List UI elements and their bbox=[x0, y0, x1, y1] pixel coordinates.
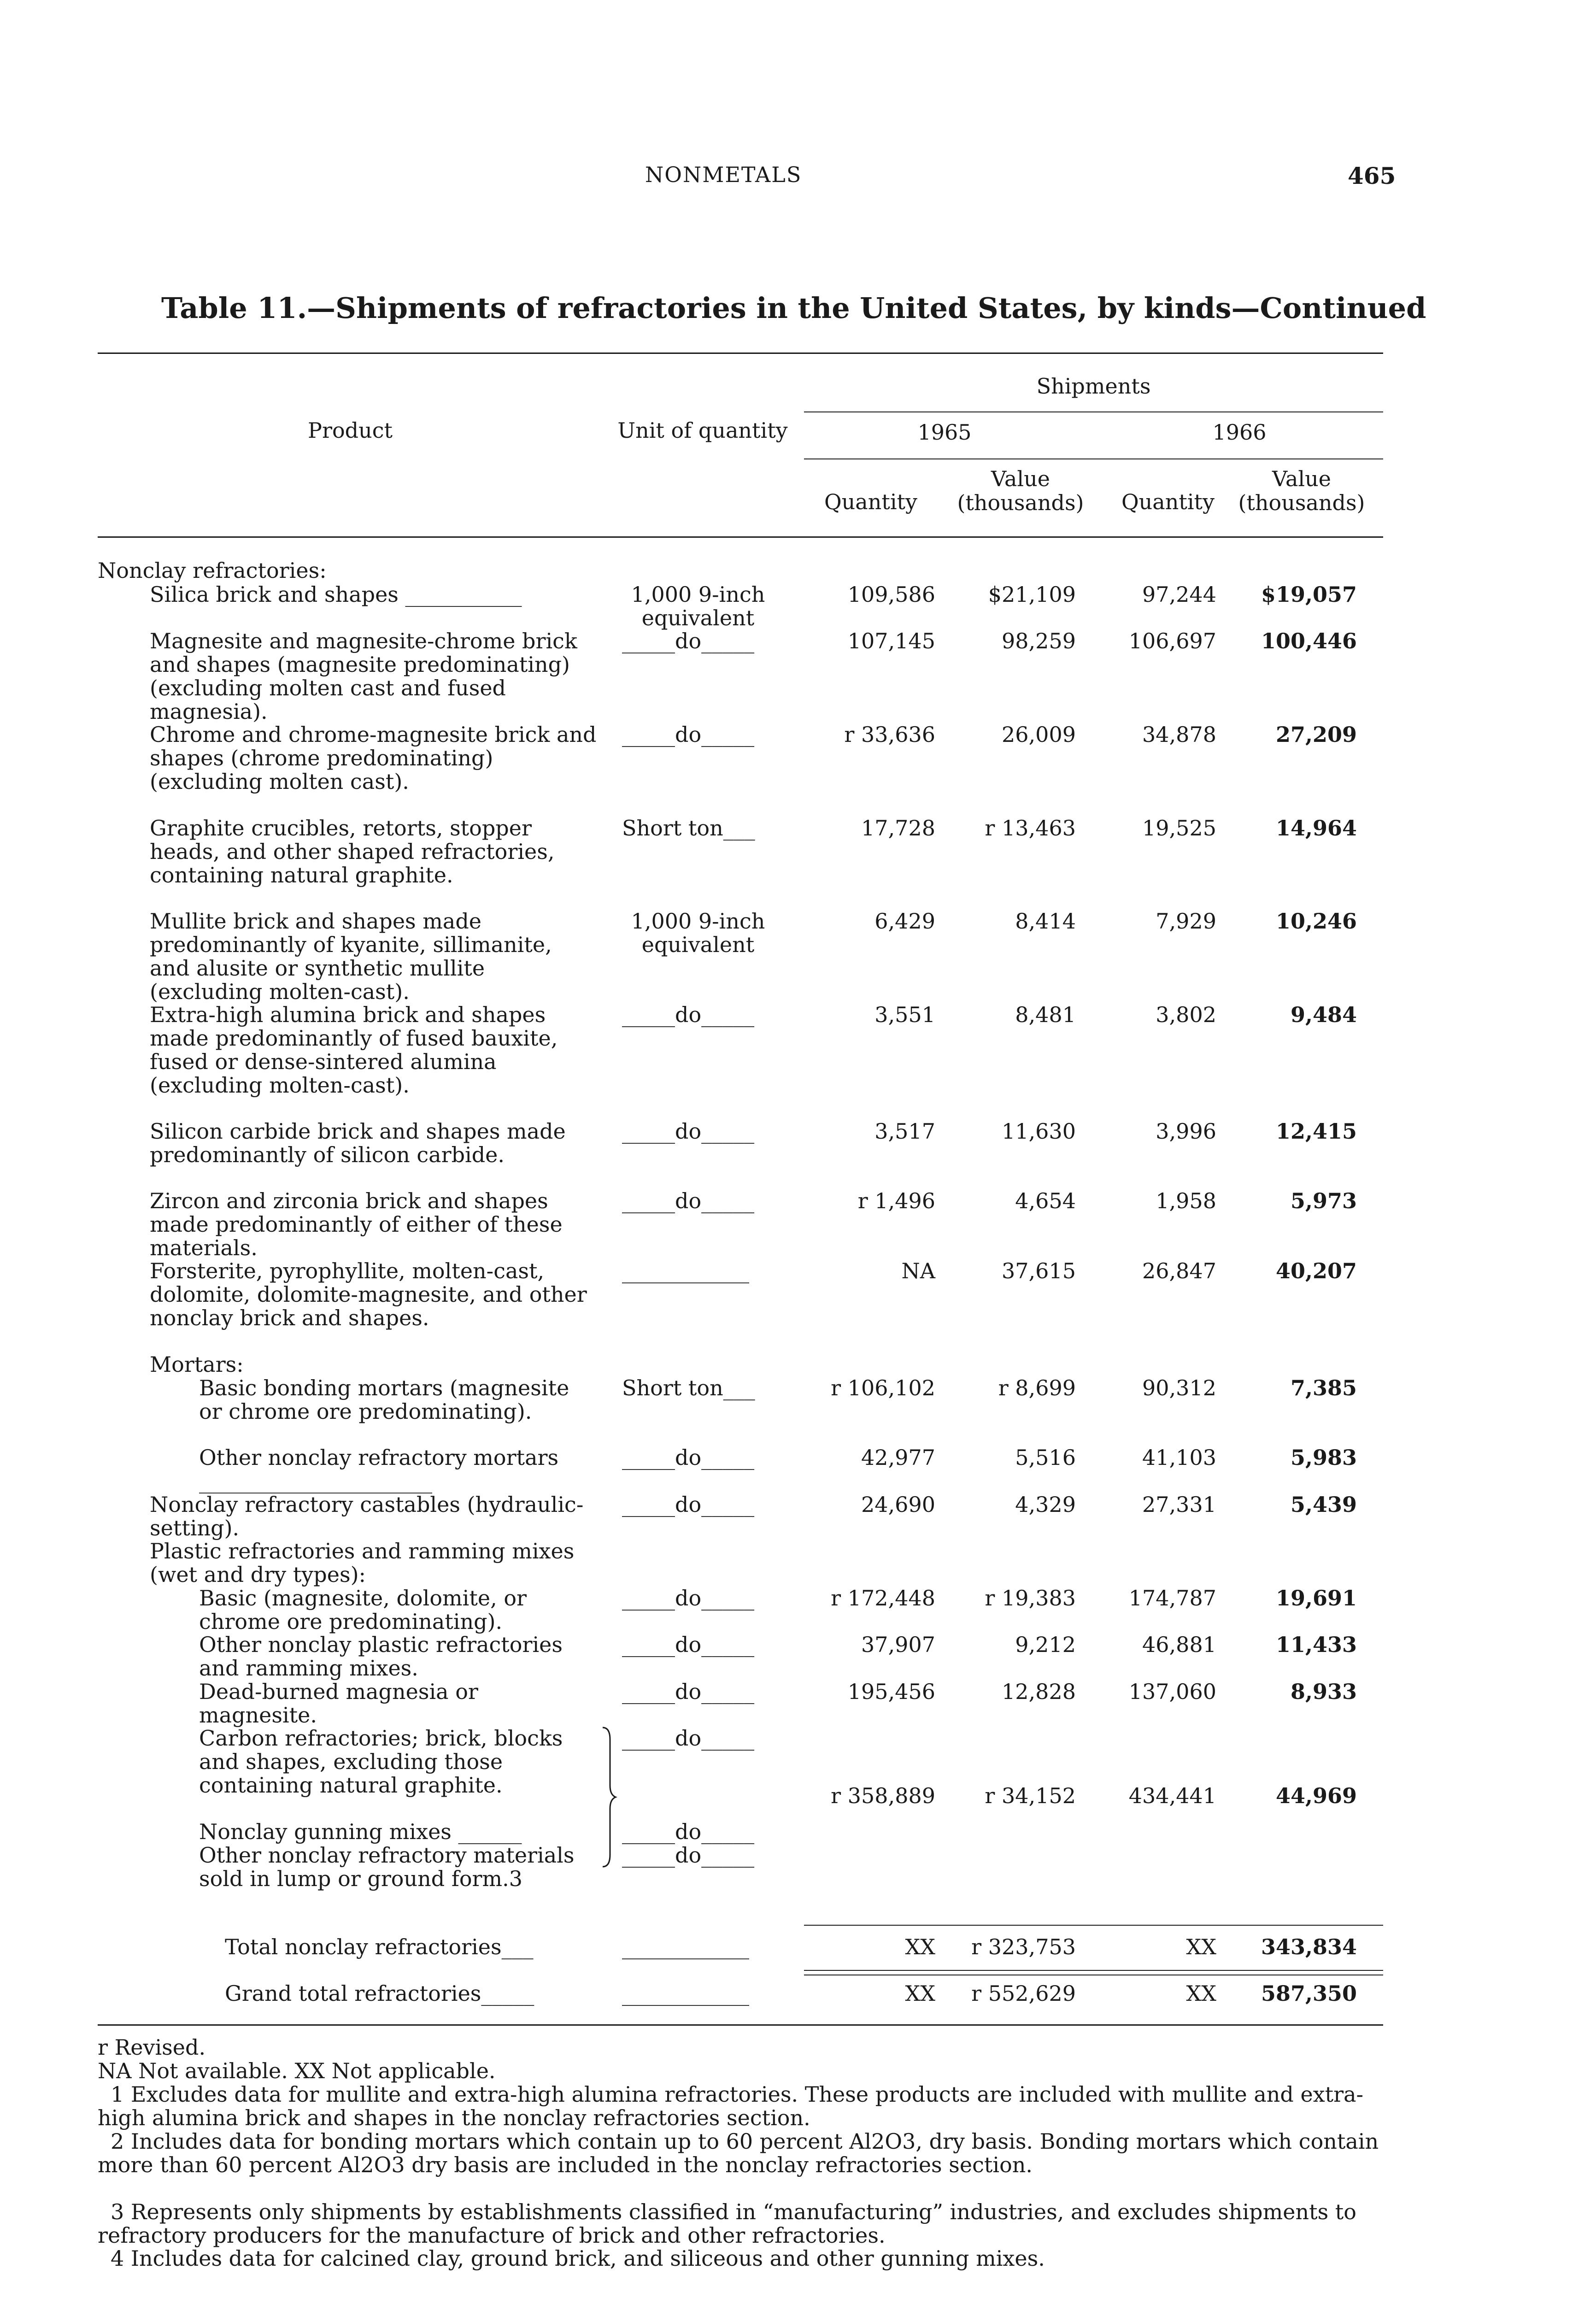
col-header-shipments: Shipments bbox=[1036, 374, 1151, 399]
running-head: NONMETALS bbox=[645, 162, 802, 187]
col-header-unit: Unit of quantity bbox=[617, 418, 788, 443]
row-value-1966: 10,246 bbox=[1275, 909, 1357, 934]
row-value-1965: 12,828 bbox=[1002, 1679, 1076, 1704]
row-value-1965: 9,212 bbox=[1015, 1632, 1076, 1657]
footnote-3: 3 Represents only shipments by establishments classified in “manufacturing” industries, and excludes shipments to refractory producers for the manufacture of brick and other refractories. bbox=[98, 2199, 1356, 2248]
total-value-1966: 343,834 bbox=[1261, 1934, 1357, 1959]
row-quantity-1966: 19,525 bbox=[1142, 816, 1216, 840]
row-value-1965: 4,329 bbox=[1015, 1492, 1076, 1517]
row-quantity-1965: 42,977 bbox=[861, 1445, 935, 1470]
row-quantity-1965: r 33,636 bbox=[844, 722, 935, 747]
row-value-1966: 14,964 bbox=[1275, 816, 1357, 840]
row-product: Silicon carbide brick and shapes made predominantly of silicon carbide. bbox=[150, 1119, 566, 1167]
group-brace bbox=[599, 1726, 617, 1869]
footnote-revised: r Revised. bbox=[98, 2035, 206, 2060]
grand-total-quantity-1966: XX bbox=[1186, 1981, 1216, 2006]
row-quantity-1966: 106,697 bbox=[1128, 629, 1216, 653]
footnote-na: NA Not available. XX Not applicable. bbox=[98, 2058, 496, 2083]
row-product: Nonclay refractory castables (hydraulic-setting). bbox=[150, 1492, 584, 1540]
row-value-1966: 9,484 bbox=[1290, 1002, 1357, 1027]
row-unit: _____do_____ bbox=[622, 1632, 755, 1657]
row-quantity-1966: 97,244 bbox=[1142, 582, 1216, 607]
row-value-1966: 40,207 bbox=[1275, 1258, 1357, 1283]
row-quantity-1965: 107,145 bbox=[847, 629, 935, 653]
total-quantity-1966: XX bbox=[1186, 1934, 1216, 1959]
row-unit: _____do_____ bbox=[622, 722, 755, 747]
row-quantity-1966: 34,878 bbox=[1142, 722, 1216, 747]
row-product: Other nonclay plastic refractories and ramming mixes. bbox=[199, 1632, 563, 1681]
row-quantity-1966: 3,802 bbox=[1156, 1002, 1216, 1027]
grand-total-quantity-1965: XX bbox=[905, 1981, 935, 2006]
row-product: Graphite crucibles, retorts, stopper heads, and other shaped refractories, containing natural graphite. bbox=[150, 816, 555, 888]
row-quantity-1965: 3,551 bbox=[874, 1002, 935, 1027]
footnote-1: 1 Excludes data for mullite and extra-high alumina refractories. These products are included with mullite and extra-high alumina brick and shapes in the nonclay refractories section. bbox=[98, 2082, 1364, 2130]
row-unit: 1,000 9-inch equivalent bbox=[631, 582, 765, 630]
row-unit: ____________ bbox=[622, 1258, 749, 1283]
row-value-1965: 5,516 bbox=[1015, 1445, 1076, 1470]
row-product: Basic (magnesite, dolomite, or chrome ore predominating). bbox=[199, 1586, 527, 1634]
row-quantity-1966: 7,929 bbox=[1156, 909, 1216, 934]
row-quantity-1966: 3,996 bbox=[1156, 1119, 1216, 1144]
grand-total-value-1965: r 552,629 bbox=[971, 1981, 1076, 2006]
row-quantity-1965: 3,517 bbox=[874, 1119, 935, 1144]
row-value-1965: 8,481 bbox=[1015, 1002, 1076, 1027]
row-quantity-1965: r 1,496 bbox=[857, 1188, 935, 1213]
row-value-1966: 12,415 bbox=[1275, 1119, 1357, 1144]
footnote-4: 4 Includes data for calcined clay, ground brick, and siliceous and other gunning mixes. bbox=[111, 2246, 1045, 2271]
col-header-value-1965: Value (thousands) bbox=[957, 466, 1084, 515]
subsection-label: Plastic refractories and ramming mixes (wet and dry types): bbox=[150, 1539, 575, 1587]
row-quantity-1966: 174,787 bbox=[1128, 1586, 1216, 1610]
grand-total-label: Grand total refractories_____ bbox=[225, 1981, 534, 2006]
row-unit: _____do_____ bbox=[622, 1002, 755, 1027]
row-value-1966: 7,385 bbox=[1290, 1375, 1357, 1400]
row-unit: Short ton___ bbox=[622, 1375, 755, 1400]
row-quantity-1965: r 358,889 bbox=[831, 1783, 935, 1808]
row-product: Dead-burned magnesia or magnesite. bbox=[199, 1679, 478, 1728]
row-value-1966: 5,439 bbox=[1290, 1492, 1357, 1517]
col-header-product: Product bbox=[308, 418, 393, 443]
row-product: Other nonclay refractory mortars ______________________ bbox=[199, 1445, 559, 1493]
row-quantity-1965: r 106,102 bbox=[831, 1375, 935, 1400]
row-quantity-1965: 109,586 bbox=[847, 582, 935, 607]
table-title: Table 11.—Shipments of refractories in the United States, by kinds—Continued bbox=[161, 291, 1426, 325]
table-bottom-rule bbox=[98, 2024, 1383, 2026]
table-top-rule bbox=[98, 353, 1383, 354]
row-quantity-1965: 37,907 bbox=[861, 1632, 935, 1657]
row-value-1965: r 8,699 bbox=[998, 1375, 1076, 1400]
row-unit: _____do_____ bbox=[622, 1188, 755, 1213]
total-value-1965: r 323,753 bbox=[971, 1934, 1076, 1959]
row-product: Carbon refractories; brick, blocks and shapes, excluding those containing natural graphite. bbox=[199, 1726, 563, 1798]
row-product: Mullite brick and shapes made predominantly of kyanite, sillimanite, and alusite or synthetic mullite (excluding molten-cast). bbox=[150, 909, 552, 1004]
row-value-1966: 8,933 bbox=[1290, 1679, 1357, 1704]
row-quantity-1965: 17,728 bbox=[861, 816, 935, 840]
row-unit: _____do_____ bbox=[622, 1843, 755, 1868]
row-value-1965: 26,009 bbox=[1002, 722, 1076, 747]
row-unit: _____do_____ bbox=[622, 1679, 755, 1704]
footnote-2: 2 Includes data for bonding mortars which contain up to 60 percent Al2O3, dry basis. Bonding mortars which contain more than 60 percent Al2O3 dry basis are included in the nonclay refractories section. bbox=[98, 2129, 1379, 2177]
total-label: Total nonclay refractories___ bbox=[225, 1934, 534, 1959]
row-product: Nonclay gunning mixes ______ bbox=[199, 1819, 522, 1844]
row-value-1965: $21,109 bbox=[988, 582, 1076, 607]
row-value-1966: 5,973 bbox=[1290, 1188, 1357, 1213]
row-quantity-1966: 46,881 bbox=[1142, 1632, 1216, 1657]
row-value-1965: 98,259 bbox=[1002, 629, 1076, 653]
row-quantity-1965: 24,690 bbox=[861, 1492, 935, 1517]
col-header-year-1966: 1966 bbox=[1212, 420, 1267, 445]
row-quantity-1965: NA bbox=[901, 1258, 935, 1283]
row-value-1966: $19,057 bbox=[1261, 582, 1357, 607]
year-rule bbox=[804, 458, 1383, 459]
row-value-1966: 100,446 bbox=[1261, 629, 1357, 653]
row-value-1966: 5,983 bbox=[1290, 1445, 1357, 1470]
header-bottom-rule bbox=[98, 536, 1383, 538]
row-product: Silica brick and shapes ___________ bbox=[150, 582, 522, 607]
row-value-1965: 8,414 bbox=[1015, 909, 1076, 934]
row-unit: _____do_____ bbox=[622, 1492, 755, 1517]
row-quantity-1966: 90,312 bbox=[1142, 1375, 1216, 1400]
row-product: Zircon and zirconia brick and shapes made predominantly of either of these materials. bbox=[150, 1188, 563, 1260]
row-value-1965: 11,630 bbox=[1002, 1119, 1076, 1144]
col-header-quantity-1966: Quantity bbox=[1121, 489, 1215, 514]
row-quantity-1966: 137,060 bbox=[1128, 1679, 1216, 1704]
row-quantity-1966: 26,847 bbox=[1142, 1258, 1216, 1283]
col-header-value-1966: Value (thousands) bbox=[1238, 466, 1365, 515]
row-quantity-1965: r 172,448 bbox=[831, 1586, 935, 1610]
col-header-quantity-1965: Quantity bbox=[824, 489, 918, 514]
row-value-1965: 4,654 bbox=[1015, 1188, 1076, 1213]
row-unit: _____do_____ bbox=[622, 1726, 755, 1751]
total-rule bbox=[804, 1925, 1383, 1926]
row-quantity-1966: 41,103 bbox=[1142, 1445, 1216, 1470]
row-unit: _____do_____ bbox=[622, 1445, 755, 1470]
shipments-rule bbox=[804, 411, 1383, 412]
row-quantity-1966: 434,441 bbox=[1128, 1783, 1216, 1808]
row-unit: _____do_____ bbox=[622, 1586, 755, 1610]
row-value-1966: 27,209 bbox=[1275, 722, 1357, 747]
row-value-1965: 37,615 bbox=[1002, 1258, 1076, 1283]
row-unit: _____do_____ bbox=[622, 1119, 755, 1144]
subsection-label: Mortars: bbox=[150, 1352, 244, 1377]
grand-total-unit: ____________ bbox=[622, 1981, 749, 2006]
row-value-1966: 44,969 bbox=[1275, 1783, 1357, 1808]
section-label: Nonclay refractories: bbox=[98, 558, 327, 583]
grand-total-rule-1 bbox=[804, 1970, 1383, 1971]
row-value-1965: r 34,152 bbox=[985, 1783, 1076, 1808]
row-product: Extra-high alumina brick and shapes made predominantly of fused bauxite, fused or dense-sintered alumina (excluding molten-cast). bbox=[150, 1002, 558, 1098]
row-quantity-1965: 6,429 bbox=[874, 909, 935, 934]
total-quantity-1965: XX bbox=[905, 1934, 935, 1959]
row-unit: _____do_____ bbox=[622, 629, 755, 653]
row-quantity-1965: 195,456 bbox=[847, 1679, 935, 1704]
row-quantity-1966: 1,958 bbox=[1156, 1188, 1216, 1213]
row-value-1966: 11,433 bbox=[1275, 1632, 1357, 1657]
row-product: Other nonclay refractory materials sold in lump or ground form.3 bbox=[199, 1843, 575, 1891]
row-unit: 1,000 9-inch equivalent bbox=[631, 909, 765, 957]
row-product: Magnesite and magnesite-chrome brick and shapes (magnesite predominating) (excluding molten cast and fused magnesia). bbox=[150, 629, 577, 724]
row-quantity-1966: 27,331 bbox=[1142, 1492, 1216, 1517]
grand-total-value-1966: 587,350 bbox=[1261, 1981, 1357, 2006]
row-value-1966: 19,691 bbox=[1275, 1586, 1357, 1610]
row-product: Chrome and chrome-magnesite brick and shapes (chrome predominating) (excluding molten cast). bbox=[150, 722, 597, 794]
row-product: Forsterite, pyrophyllite, molten-cast, dolomite, dolomite-magnesite, and other nonclay brick and shapes. bbox=[150, 1258, 587, 1330]
page-number: 465 bbox=[1348, 162, 1396, 189]
col-header-year-1965: 1965 bbox=[917, 420, 972, 445]
row-value-1965: r 19,383 bbox=[985, 1586, 1076, 1610]
row-product: Basic bonding mortars (magnesite or chrome ore predominating). bbox=[199, 1375, 569, 1424]
row-value-1965: r 13,463 bbox=[985, 816, 1076, 840]
row-unit: _____do_____ bbox=[622, 1819, 755, 1844]
row-unit: Short ton___ bbox=[622, 816, 755, 840]
total-unit: ____________ bbox=[622, 1934, 749, 1959]
